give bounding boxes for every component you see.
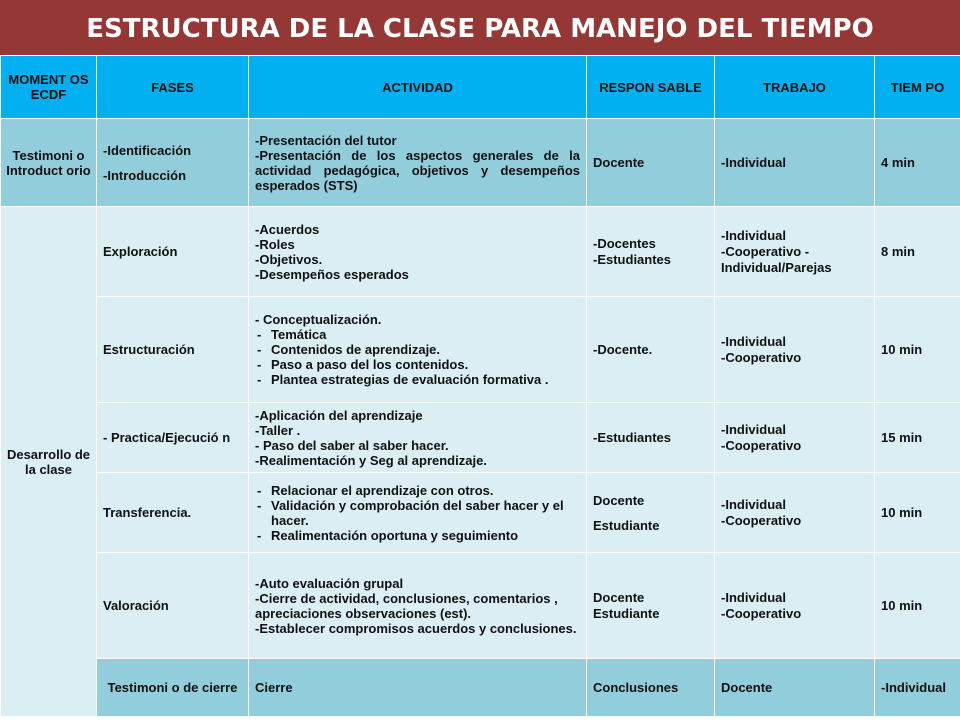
responsable-cell: -Docente. — [587, 297, 715, 403]
trabajo-cell — [715, 403, 875, 473]
fase-text: -Identificación — [103, 142, 192, 158]
header-trabajo: TRABAJO — [715, 56, 875, 119]
tiempo-cell: 15 min — [875, 403, 960, 473]
responsable-cell — [587, 553, 715, 659]
list-item: - Relacionar el aprendizaje con otros. — [255, 483, 580, 498]
responsable-cell: Docente — [715, 659, 875, 717]
class-structure-table — [0, 55, 960, 717]
trabajo-line: -Individual — [721, 496, 786, 512]
responsable-line: Docente — [593, 589, 645, 605]
list-item: - Contenidos de aprendizaje. — [255, 342, 580, 357]
table-row — [1, 297, 960, 403]
fases-cell: Valoración — [97, 553, 249, 659]
actividad-cell — [249, 119, 587, 207]
actividad-cell — [249, 403, 587, 473]
actividad-cell: Conclusiones — [587, 659, 715, 717]
header-row — [1, 56, 960, 119]
header-responsable: RESPON SABLE — [587, 56, 715, 119]
list-item: - Temática — [255, 327, 580, 342]
trabajo-line: -Cooperativo — [721, 605, 802, 621]
trabajo-line: -Cooperativo — [721, 349, 802, 365]
responsable-cell: Docente — [587, 119, 715, 207]
momento-cell: Testimoni o Introduct orio — [1, 119, 97, 207]
responsable-cell — [587, 473, 715, 553]
page-title: ESTRUCTURA DE LA CLASE PARA MANEJO DEL TIEMPO — [0, 0, 960, 56]
header-fases: FASES — [97, 56, 249, 119]
actividad-line: -Cierre de actividad, conclusiones, comentarios , apreciaciones observaciones (est). — [255, 590, 558, 621]
fases-cell — [97, 119, 249, 207]
list-item: - Validación y comprobación del saber hacer y el hacer. — [255, 498, 580, 528]
actividad-line: - Conceptualización. — [255, 312, 382, 327]
actividad-line: -Aplicación del aprendizaje — [255, 407, 423, 423]
actividad-line: -Taller . — [255, 422, 301, 438]
responsable-line: -Estudiantes — [593, 251, 672, 267]
tiempo-cell: 8 min — [875, 207, 960, 297]
actividad-line: -Presentación de los aspectos generales de la actividad pedagógica, objetivos y desempeños esperados (STS) — [255, 147, 580, 193]
trabajo-cell: -Individual — [875, 659, 960, 717]
momento-cell: Testimoni o de cierre — [97, 659, 249, 717]
trabajo-line: -Cooperativo — [721, 512, 802, 528]
trabajo-line: -Individual — [721, 589, 786, 605]
actividad-line: -Realimentación y Seg al aprendizaje. — [255, 452, 487, 468]
table-row — [1, 119, 960, 207]
responsable-line: Estudiante — [593, 605, 660, 621]
header-tiempo: TIEM PO — [875, 56, 960, 119]
tiempo-cell: 10 min — [875, 473, 960, 553]
actividad-cell — [249, 473, 587, 553]
momento-cell: Desarrollo de la clase — [1, 207, 97, 717]
fases-cell: Exploración — [97, 207, 249, 297]
table-row — [1, 553, 960, 659]
fases-cell: Cierre — [249, 659, 587, 717]
responsable-line: Docente — [593, 492, 645, 508]
actividad-cell — [249, 553, 587, 659]
trabajo-cell — [715, 473, 875, 553]
actividad-line: -Presentación del tutor — [255, 132, 397, 148]
tiempo-cell: 10 min — [875, 297, 960, 403]
table-row — [1, 403, 960, 473]
responsable-line: Estudiante — [593, 517, 660, 533]
list-item: - Paso a paso del los contenidos. — [255, 357, 580, 372]
list-item: - Realimentación oportuna y seguimiento — [255, 528, 580, 543]
tiempo-cell: 4 min — [875, 119, 960, 207]
actividad-line: - Paso del saber al saber hacer. — [255, 437, 449, 453]
actividad-line: -Roles — [255, 236, 295, 252]
actividad-cell — [249, 297, 587, 403]
actividad-list — [255, 483, 580, 543]
trabajo-line: -Individual — [721, 333, 786, 349]
trabajo-line: -Individual — [721, 421, 786, 437]
actividad-line: -Acuerdos — [255, 221, 320, 237]
list-item: - Plantea estrategias de evaluación formativa . — [255, 372, 580, 387]
table-row — [1, 473, 960, 553]
actividad-line: -Auto evaluación grupal — [255, 575, 404, 591]
tiempo-cell: 10 min — [875, 553, 960, 659]
responsable-cell: -Estudiantes — [587, 403, 715, 473]
responsable-line: -Docentes — [593, 235, 656, 251]
actividad-line: -Establecer compromisos acuerdos y conclusiones. — [255, 620, 577, 636]
fases-cell: Transferencia. — [97, 473, 249, 553]
actividad-list — [255, 327, 580, 387]
trabajo-line: -Cooperativo — [721, 437, 802, 453]
trabajo-cell — [715, 207, 875, 297]
actividad-cell — [249, 207, 587, 297]
header-momentos: MOMENT OS ECDF — [1, 56, 97, 119]
fases-cell: Estructuración — [97, 297, 249, 403]
header-actividad: ACTIVIDAD — [249, 56, 587, 119]
responsable-cell — [587, 207, 715, 297]
trabajo-cell — [715, 553, 875, 659]
fases-cell: - Practica/Ejecució n — [97, 403, 249, 473]
fase-text: -Introducción — [103, 167, 187, 183]
trabajo-line: -Individual — [721, 227, 786, 243]
table-row — [1, 207, 960, 297]
actividad-line: -Desempeños esperados — [255, 266, 409, 282]
table-row — [1, 659, 960, 717]
actividad-line: -Objetivos. — [255, 251, 323, 267]
trabajo-line: -Cooperativo - Individual/Parejas — [721, 243, 832, 275]
trabajo-cell — [715, 297, 875, 403]
trabajo-cell: -Individual — [715, 119, 875, 207]
